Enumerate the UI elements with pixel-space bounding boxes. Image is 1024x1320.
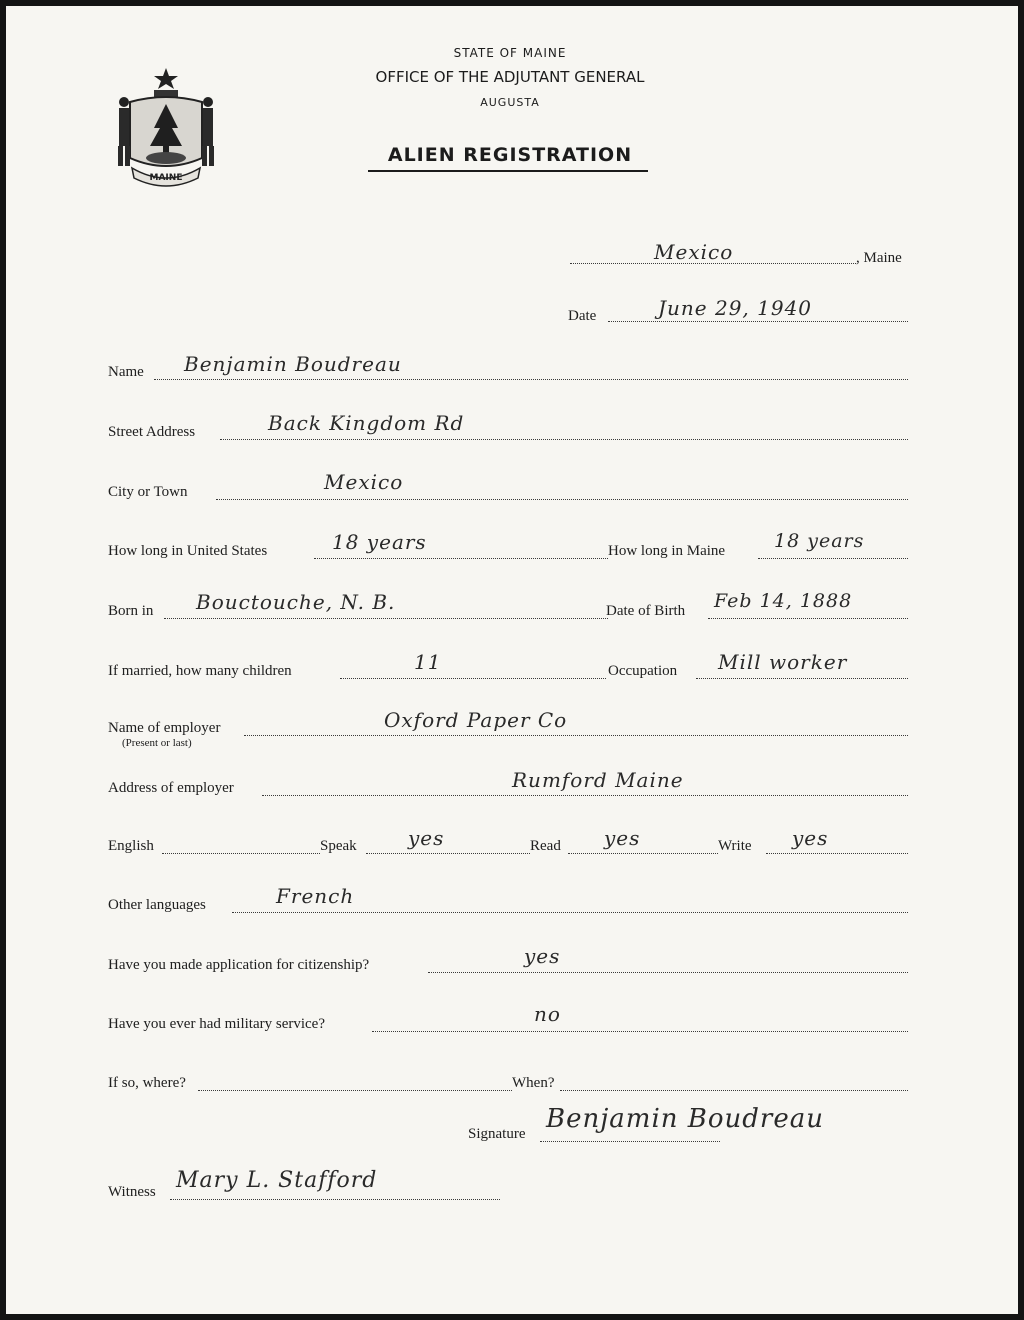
how-long-us-line <box>314 558 608 559</box>
how-long-us-label: How long in United States <box>108 543 268 559</box>
speak-value: yes <box>408 826 445 850</box>
how-long-maine-line <box>758 558 908 559</box>
write-line <box>766 853 908 854</box>
name-label: Name <box>108 364 144 380</box>
citizenship-label: Have you made application for citizenship? <box>108 957 370 973</box>
employer-address-value: Rumford Maine <box>512 768 684 792</box>
employer-value: Oxford Paper Co <box>384 708 568 732</box>
speak-label: Speak <box>320 838 357 854</box>
other-languages-label: Other languages <box>108 897 206 913</box>
street-label: Street Address <box>108 424 196 440</box>
header-city: AUGUSTA <box>480 96 540 109</box>
street-line <box>220 439 908 440</box>
read-label: Read <box>530 838 561 854</box>
born-in-value: Bouctouche, N. B. <box>196 590 396 614</box>
military-label: Have you ever had military service? <box>108 1016 325 1032</box>
military-value: no <box>534 1002 561 1026</box>
title-underline <box>368 170 648 172</box>
read-line <box>568 853 718 854</box>
read-value: yes <box>604 826 641 850</box>
header-office: OFFICE OF THE ADJUTANT GENERAL <box>375 68 645 86</box>
citizenship-line <box>428 972 908 973</box>
occupation-line <box>696 678 908 679</box>
city-line <box>216 499 908 500</box>
military-line <box>372 1031 908 1032</box>
street-value: Back Kingdom Rd <box>268 411 465 435</box>
how-long-maine-label: How long in Maine <box>608 543 726 559</box>
how-long-maine-value: 18 years <box>774 530 865 552</box>
signature-label: Signature <box>468 1126 526 1142</box>
born-in-line <box>164 618 608 619</box>
employer-note: (Present or last) <box>122 737 192 749</box>
maine-label: , Maine <box>856 250 902 266</box>
english-line <box>162 853 320 854</box>
form-title: ALIEN REGISTRATION <box>387 144 633 166</box>
when-label: When? <box>512 1075 555 1091</box>
employer-line <box>244 735 908 736</box>
signature-line <box>540 1141 720 1142</box>
where-label: If so, where? <box>108 1075 186 1091</box>
dob-line <box>708 618 908 619</box>
header-state: STATE OF MAINE <box>453 46 567 60</box>
where-line <box>198 1090 512 1091</box>
dob-value: Feb 14, 1888 <box>714 590 853 612</box>
witness-label: Witness <box>108 1184 156 1200</box>
occupation-value: Mill worker <box>718 650 848 674</box>
date-label: Date <box>568 308 597 324</box>
city-value: Mexico <box>324 470 404 494</box>
other-languages-value: French <box>276 884 355 908</box>
date-value: June 29, 1940 <box>658 296 813 320</box>
how-long-us-value: 18 years <box>332 530 427 554</box>
occupation-label: Occupation <box>608 663 678 679</box>
town-value: Mexico <box>654 240 734 264</box>
write-value: yes <box>792 826 829 850</box>
witness-line <box>170 1199 500 1200</box>
citizenship-value: yes <box>524 944 561 968</box>
born-in-label: Born in <box>108 603 154 619</box>
city-label: City or Town <box>108 484 188 500</box>
seal-banner-text: MAINE <box>149 173 183 183</box>
children-value: 11 <box>414 650 442 674</box>
write-label: Write <box>718 838 752 854</box>
speak-line <box>366 853 530 854</box>
english-label: English <box>108 838 154 854</box>
signature-value: Benjamin Boudreau <box>546 1104 824 1134</box>
registration-form <box>6 6 1018 1314</box>
employer-address-line <box>262 795 908 796</box>
name-line <box>154 379 908 380</box>
employer-label: Name of employer <box>108 720 221 736</box>
employer-address-label: Address of employer <box>108 780 234 796</box>
other-languages-line <box>232 912 908 913</box>
children-line <box>340 678 606 679</box>
maine-state-seal <box>110 62 222 188</box>
name-value: Benjamin Boudreau <box>184 352 402 376</box>
dob-label: Date of Birth <box>606 603 686 619</box>
witness-value: Mary L. Stafford <box>176 1168 378 1193</box>
children-label: If married, how many children <box>108 663 292 679</box>
date-line <box>608 321 908 322</box>
when-line <box>560 1090 908 1091</box>
